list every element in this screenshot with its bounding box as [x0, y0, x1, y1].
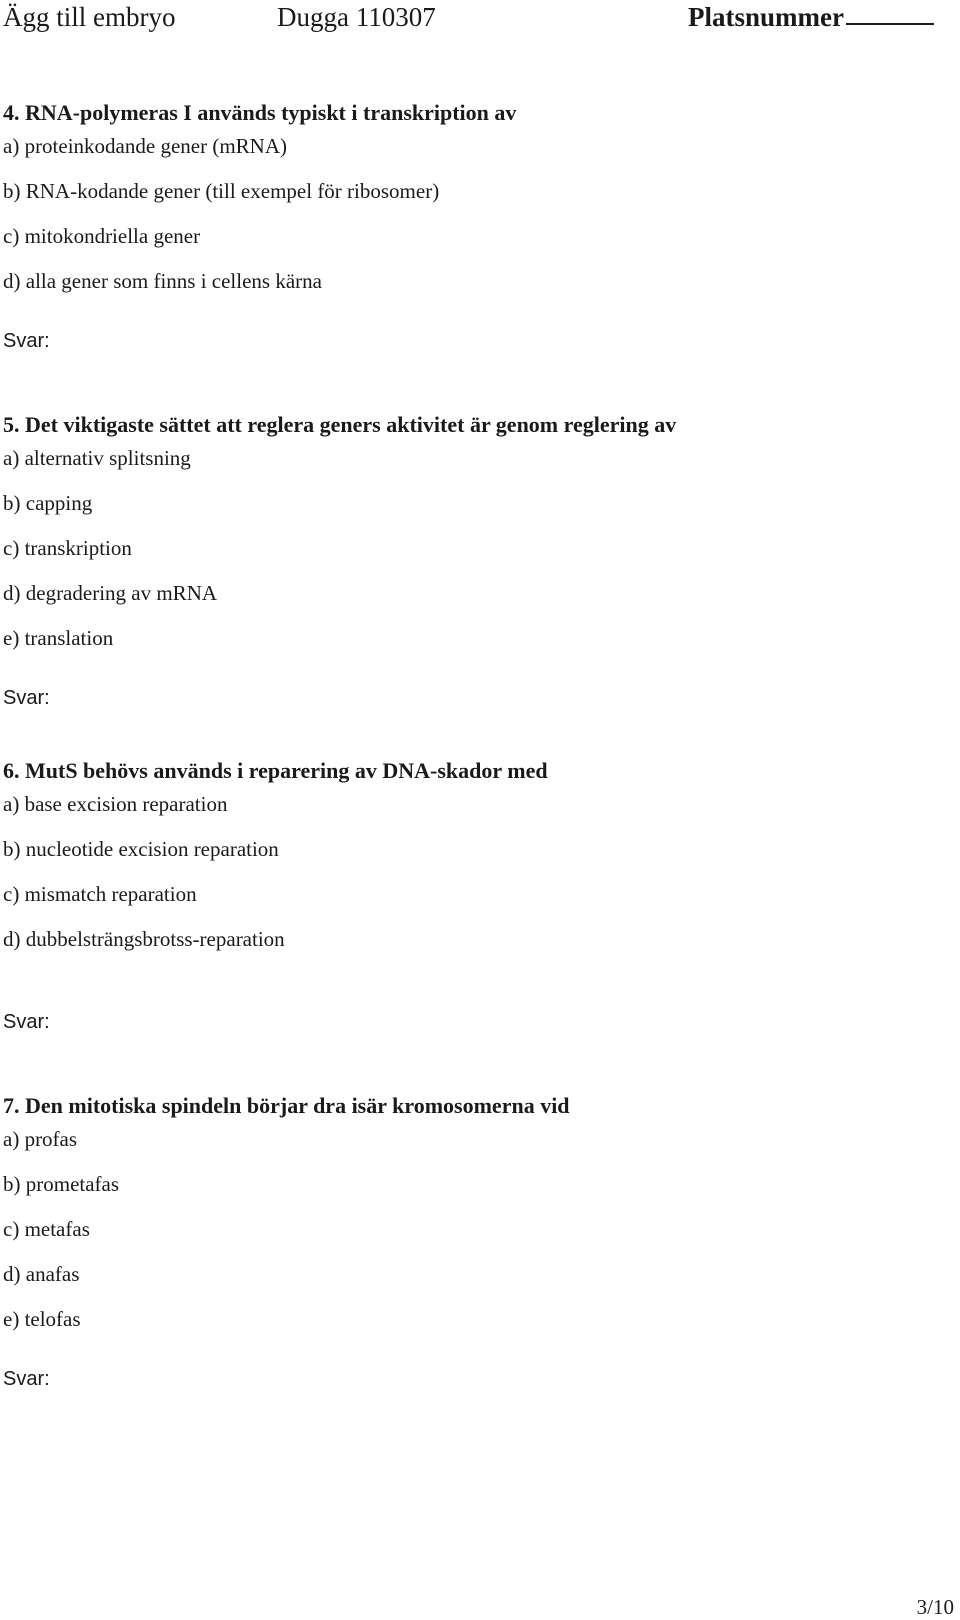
question-7-answer-label: Svar: [3, 1368, 50, 1390]
question-7-title: 7. Den mitotiska spindeln börjar dra isär kromosomerna vid [3, 1093, 570, 1118]
question-7-option-c: c) metafas [3, 1217, 90, 1241]
question-6-option-a: a) base excision reparation [3, 792, 228, 816]
question-5-option-e: e) translation [3, 626, 114, 650]
question-4-option-d: d) alla gener som finns i cellens kärna [3, 269, 322, 293]
question-6-option-d: d) dubbelsträngsbrotss-reparation [3, 927, 285, 951]
seat-number-label: Platsnummer [688, 2, 844, 32]
question-7-option-e: e) telofas [3, 1307, 81, 1331]
header-title: Ägg till embryo [3, 2, 176, 32]
question-7-option-d: d) anafas [3, 1262, 80, 1286]
question-6-option-c: c) mismatch reparation [3, 882, 197, 906]
question-4-option-a: a) proteinkodande gener (mRNA) [3, 134, 287, 158]
question-5-answer-label: Svar: [3, 687, 50, 709]
question-6-option-b: b) nucleotide excision reparation [3, 837, 279, 861]
question-4-option-c: c) mitokondriella gener [3, 224, 201, 248]
question-5-option-c: c) transkription [3, 536, 132, 560]
question-6-title: 6. MutS behövs används i reparering av DNA-skador med [3, 758, 548, 783]
question-5-option-d: d) degradering av mRNA [3, 581, 218, 605]
question-4-title: 4. RNA-polymeras I används typiskt i transkription av [3, 100, 517, 125]
header-seat-number [688, 0, 934, 34]
question-7-option-b: b) prometafas [3, 1172, 120, 1196]
question-5-title: 5. Det viktigaste sättet att reglera geners aktivitet är genom reglering av [3, 412, 677, 437]
question-5-option-b: b) capping [3, 491, 93, 515]
question-4-option-b: b) RNA-kodande gener (till exempel för ribosomer) [3, 179, 440, 203]
question-5-option-a: a) alternativ splitsning [3, 446, 191, 470]
question-4-answer-label: Svar: [3, 330, 50, 352]
header-exam-date: Dugga 110307 [277, 2, 436, 32]
page-number: 3/10 [916, 1595, 954, 1619]
question-6-answer-label: Svar: [3, 1011, 50, 1033]
seat-number-blank-line [846, 23, 934, 25]
question-7-option-a: a) profas [3, 1127, 78, 1151]
